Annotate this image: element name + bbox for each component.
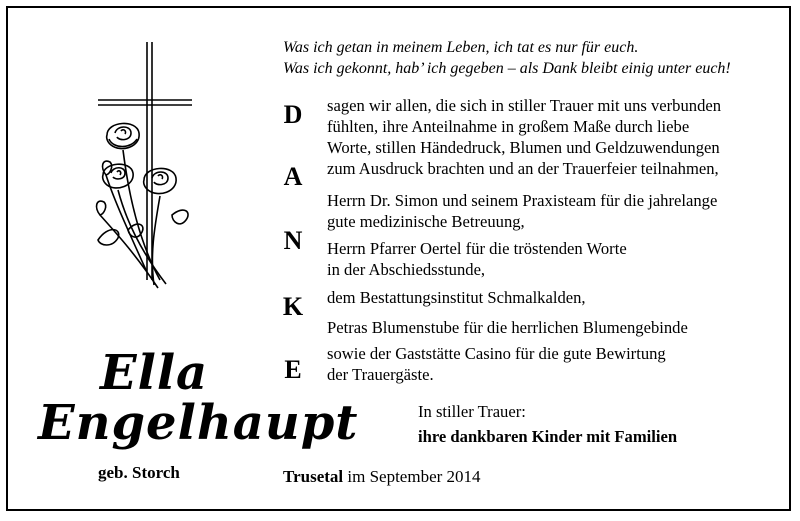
deceased-first-name: Ella [100,345,209,401]
thanks-line: Herrn Dr. Simon und seinem Praxisteam für die jahrelange [327,191,718,210]
place-town: Trusetal [283,467,344,486]
danke-letter-n: N [283,226,303,255]
place-date [283,467,481,487]
place-date-text: im September 2014 [347,467,481,486]
thanks-paragraph-1 [327,95,721,179]
danke-letter-e: E [284,355,302,384]
motto [283,37,731,79]
thanks-line: sowie der Gaststätte Casino für die gute Bewirtung [327,344,666,363]
danke-letter-k: K [282,292,304,321]
motto-line-1: Was ich getan in meinem Leben, ich tat es nur für euch. [283,39,639,56]
closing-line-1: In stiller Trauer: [418,402,526,421]
thanks-line: Worte, stillen Händedruck, Blumen und Geldzuwendungen [327,138,720,157]
thanks-line: Petras Blumenstube für die herrlichen Blumengebinde [327,318,688,337]
birth-name: geb. Storch [98,463,180,482]
thanks-line: sagen wir allen, die sich in stiller Trauer mit uns verbunden [327,96,722,115]
thanks-paragraph-5 [327,317,688,338]
thanks-line: dem Bestattungsinstitut Schmalkalden, [327,288,586,307]
thanks-line: zum Ausdruck brachten und an der Trauerfeier teilnahmen, [327,159,719,178]
closing-line-2: ihre dankbaren Kinder mit Familien [418,427,678,446]
danke-letter-a: A [283,162,303,191]
thanks-paragraph-6 [327,343,666,385]
motto-line-2: Was ich gekonnt, hab’ ich gegeben – als Dank bleibt einig unter euch! [283,60,731,77]
thanks-line: Herrn Pfarrer Oertel für die tröstenden Worte [327,239,627,258]
thanks-line: in der Abschiedsstunde, [327,260,486,279]
thanks-paragraph-3 [327,238,627,280]
danke-letter-d: D [283,100,303,129]
thanks-paragraph-4 [327,287,586,308]
cross-with-roses-icon [88,40,198,330]
thanks-line: gute medizinische Betreuung, [327,212,525,231]
thanks-line: fühlten, ihre Anteilnahme in großem Maße durch liebe [327,117,690,136]
deceased-last-name: Engelhaupt [38,395,359,451]
thanks-paragraph-2 [327,190,717,232]
thanks-line: der Trauergäste. [327,365,434,384]
